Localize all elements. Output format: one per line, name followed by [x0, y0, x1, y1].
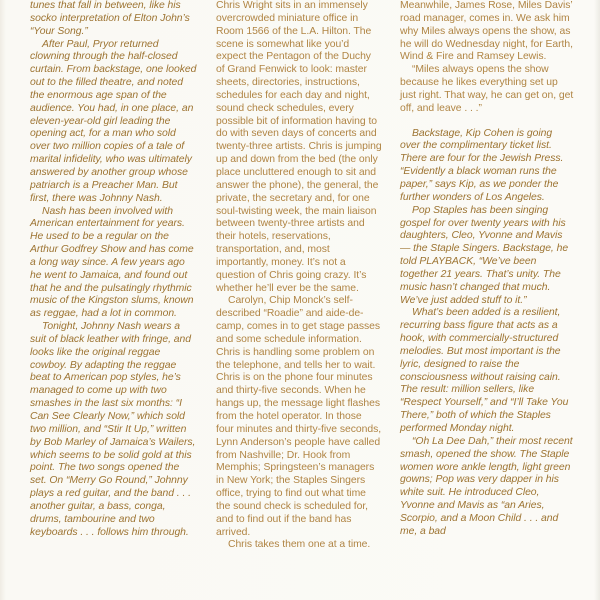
paragraph-gap — [400, 116, 574, 128]
paragraph: What’s been added is a resilient, recurring bass figure that acts as a hook, with commercially-structured melodies. But most important is the lyric, designed to raise the consciousness without raising cain. The result: million sellers, like “Respect Yourself,” and “I’ll Take You There,” both of which the Staples performed Monday night. — [400, 307, 569, 434]
paragraph: tunes that fall in between, like his socko interpretation of Elton John’s “Your Song.” — [30, 0, 190, 37]
paragraph: After Paul, Pryor returned clowning through the half-closed curtain. From backstage, one looked out to the filled theatre, and noted the enormous age span of the audience. You had, in one place, an eleven-year-old girl leading the opening act, for a man who sold over two million copies of a tale of marital infidelity, who was ultimately answered by another group whose patriarch is a Preacher Man. But first, there was Johnny Nash. — [30, 38, 197, 204]
sidebar-roman-text — [400, 0, 574, 116]
paragraph: “Miles always opens the show because he likes everything set up just right. That way, he can get on, get off, and leave . . .” — [400, 64, 574, 114]
paragraph: “Oh La Dee Dah,” their most recent smash, opened the show. The Staple women wore ankle length, light green gowns; Pop was very dapper in his white suit. He introduced Cleo, Yvonne and Mavis as “an Aries, Scorpio, and a Moon Child . . . and me, a bad — [400, 435, 573, 537]
column-left — [30, 0, 198, 539]
paragraph: Chris takes them one at a time. — [228, 539, 371, 551]
paragraph: Backstage, Kip Cohen is going over the complimentary ticket list. There are four for the Jewish Press. “Evidently a black woman runs the paper,” says Kip, as we ponder the further wonders of Los Angeles. — [400, 127, 564, 203]
paragraph: Chris Wright sits in an immensely overcrowded miniature office in Room 1566 of the L.A. Hilton. The scene is somewhat like you’d expect the Pentagon of the Duchy of Grand Fenwick to look: master sheets, directories, instructions, schedules for each day and night, sound check schedules, every possible bit of information having to do with seven days of concerts and twenty-three artists. Chris is jumping up and down from the bed (the only place uncluttered enough to sit and answer the phone), the general, the private, the secretary and, for one soul-twisting week, the main liaison between twenty-three artists and their hotels, reservations, transportation, and, most importantly, money. It’s not a question of Chris going crazy. It’s whether he’ll ever be the same. — [216, 0, 382, 294]
paragraph: Carolyn, Chip Monck’s self-described “Roadie” and aide-de-camp, comes in to get stage passes and some schedule information. Chris is handling some problem on the telephone, and tells her to wait. Chris is on the phone four minutes and thirty-five seconds. When he hangs up, the message light flashes from the hotel operator. In those four minutes and thirty-five seconds, Lynn Anderson’s people have called from Nashville; Dr. Hook from Memphis; Springsteen’s managers in New York; the Staples Singers office, trying to find out what time the sound check is scheduled for, and to find out if the band has arrived. — [216, 295, 382, 538]
paragraph: Pop Staples has been singing gospel for over twenty years with his daughters, Cleo, Yvonne and Mavis — the Staple Singers. Backstage, he told PLAYBACK, “We’ve been together 21 years. That’s unity. The music hasn’t changed that much. We’ve just added stuff to it.” — [400, 204, 569, 306]
column-middle — [216, 0, 382, 552]
italic-text — [400, 128, 574, 539]
column-right — [400, 0, 574, 539]
paragraph: Nash has been involved with American entertainment for years. He used to be a regular on the Arthur Godfrey Show and has come a long way since. A few years ago he went to Jamaica, and found out that he and the pulsatingly rhythmic music of the Kingston slums, known as reggae, had a lot in common. — [30, 205, 194, 320]
paragraph: Tonight, Johnny Nash wears a suit of black leather with fringe, and looks like the original reggae cowboy. By adapting the reggae beat to American pop styles, he’s managed to come up with two smashes in the last six months: “I Can See Clearly Now,” which sold two million, and “Stir It Up,” written by Bob Marley of Jamaica’s Wailers, which seems to be solid gold at this point. The two songs opened the set. On “Merry Go Round,” Johnny plays a red guitar, and the band . . . another guitar, a bass, conga, drums, tambourine and two keyboards . . . follows him through. — [30, 321, 196, 538]
paragraph: Meanwhile, James Rose, Miles Davis’ road manager, comes in. We ask him why Miles always opens the show, as he will do Wednesday night, for Earth, Wind & Fire and Ramsey Lewis. — [400, 0, 573, 63]
